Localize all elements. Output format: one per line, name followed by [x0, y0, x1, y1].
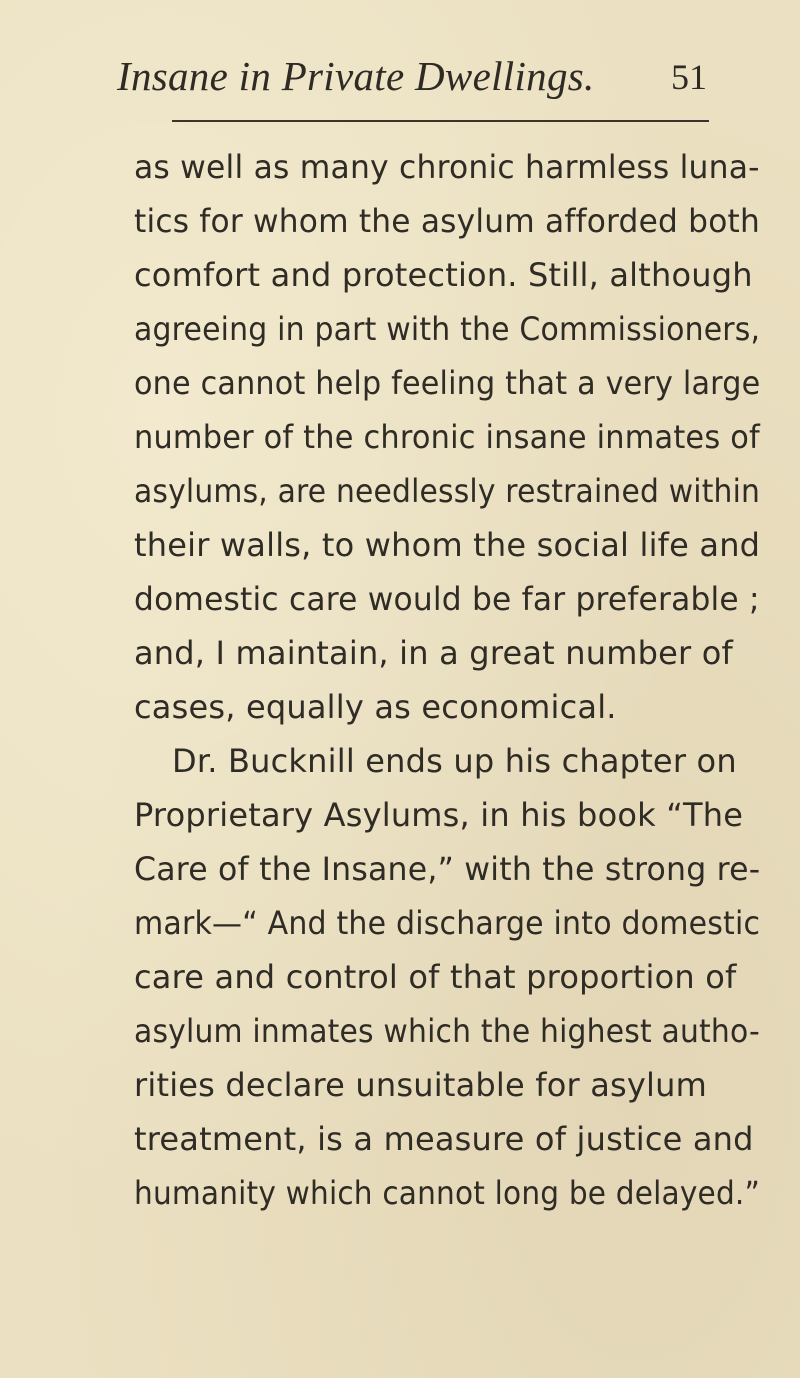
text-line: their walls, to whom the social life and	[134, 526, 761, 564]
text-line: number of the chronic insane inmates of	[134, 418, 760, 456]
text-line: asylums, are needlessly restrained within	[134, 472, 761, 510]
text-line: domestic care would be far preferable ;	[134, 580, 760, 618]
text-line: one cannot help feeling that a very large	[134, 364, 761, 402]
running-head: Insane in Private Dwellings.	[117, 53, 595, 99]
text-line: asylum inmates which the highest autho-	[134, 1012, 760, 1050]
page-number: 51	[671, 57, 707, 97]
text-line: and, I maintain, in a great number of	[134, 634, 733, 672]
text-line: mark—“ And the discharge into domestic	[134, 904, 761, 942]
text-line: treatment, is a measure of justice and	[134, 1120, 754, 1158]
text-line: rities declare unsuitable for asylum	[134, 1066, 707, 1104]
text-line: humanity which cannot long be delayed.”	[134, 1174, 761, 1212]
text-line: as well as many chronic harmless luna-	[134, 148, 760, 186]
text-line: tics for whom the asylum afforded both	[134, 202, 760, 240]
text-line: agreeing in part with the Commissioners,	[134, 310, 761, 348]
text-line: Dr. Bucknill ends up his chapter on	[172, 742, 737, 780]
header-rule	[172, 120, 709, 122]
text-line: care and control of that proportion of	[134, 958, 737, 996]
text-line: cases, equally as economical.	[134, 688, 617, 726]
text-line: Care of the Insane,” with the strong re-	[134, 850, 761, 888]
text-line: comfort and protection. Still, although	[134, 256, 753, 294]
page-header	[117, 52, 707, 112]
text-line: Proprietary Asylums, in his book “The	[134, 796, 744, 834]
